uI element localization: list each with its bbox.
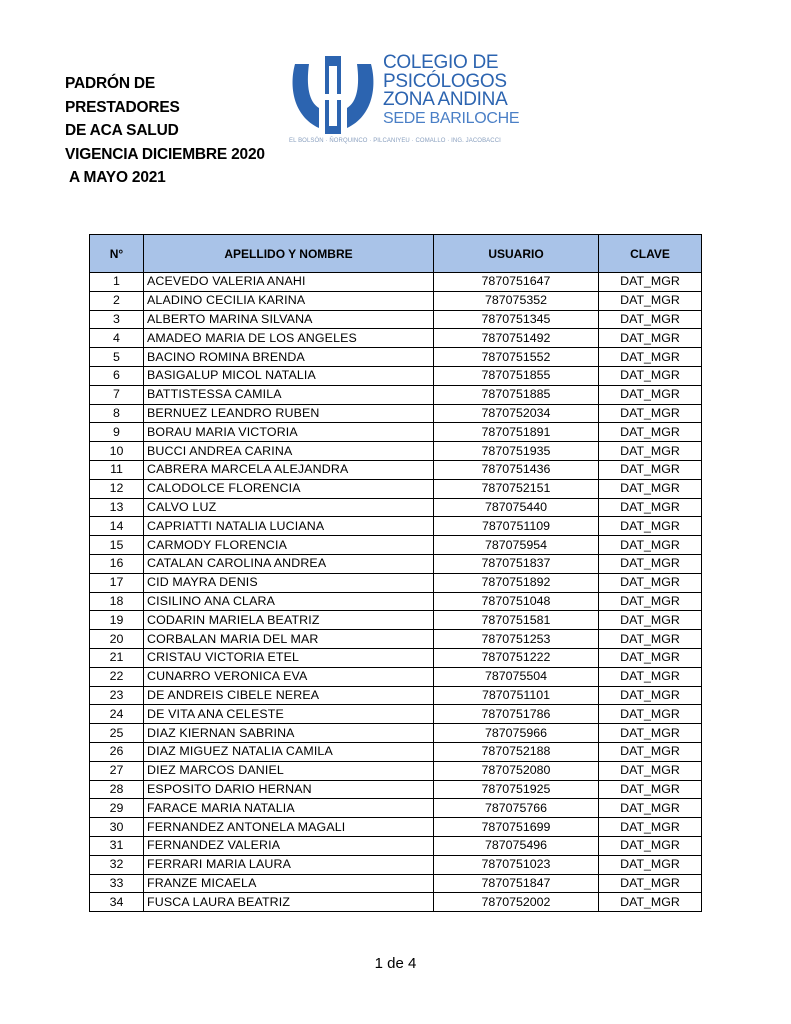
title-line: PADRÓN DE bbox=[65, 75, 156, 92]
table-row bbox=[90, 761, 702, 780]
row-password: DAT_MGR bbox=[599, 780, 702, 799]
row-password: DAT_MGR bbox=[599, 423, 702, 442]
row-name: CATALAN CAROLINA ANDREA bbox=[144, 554, 434, 573]
row-password: DAT_MGR bbox=[599, 724, 702, 743]
title-line: VIGENCIA DICIEMBRE 2020 bbox=[65, 145, 265, 163]
row-name: ACEVEDO VALERIA ANAHI bbox=[144, 273, 434, 292]
row-number: 19 bbox=[90, 611, 144, 630]
row-password: DAT_MGR bbox=[599, 498, 702, 517]
row-name: ALBERTO MARINA SILVANA bbox=[144, 310, 434, 329]
table-row bbox=[90, 329, 702, 348]
row-name: AMADEO MARIA DE LOS ANGELES bbox=[144, 329, 434, 348]
org-line: COLEGIO DE bbox=[383, 52, 499, 73]
row-number: 17 bbox=[90, 573, 144, 592]
row-name: DIAZ MIGUEZ NATALIA CAMILA bbox=[144, 742, 434, 761]
row-user: 7870751436 bbox=[434, 460, 599, 479]
row-password: DAT_MGR bbox=[599, 648, 702, 667]
row-number: 34 bbox=[90, 893, 144, 912]
table-row bbox=[90, 855, 702, 874]
row-number: 9 bbox=[90, 423, 144, 442]
row-name: DIAZ KIERNAN SABRINA bbox=[144, 724, 434, 743]
row-number: 25 bbox=[90, 724, 144, 743]
table-row bbox=[90, 742, 702, 761]
row-number: 22 bbox=[90, 667, 144, 686]
row-number: 28 bbox=[90, 780, 144, 799]
row-password: DAT_MGR bbox=[599, 667, 702, 686]
row-user: 7870751253 bbox=[434, 630, 599, 649]
row-user: 787075352 bbox=[434, 291, 599, 310]
row-user: 7870751892 bbox=[434, 573, 599, 592]
row-user: 7870751023 bbox=[434, 855, 599, 874]
title-line: DE ACA SALUD bbox=[65, 122, 179, 139]
logo-towns: EL BOLSÓN · ÑORQUINCO · PILCANIYEU · COMALLO · ING. JACOBACCI bbox=[289, 138, 501, 144]
row-password: DAT_MGR bbox=[599, 291, 702, 310]
row-password: DAT_MGR bbox=[599, 630, 702, 649]
row-name: ALADINO CECILIA KARINA bbox=[144, 291, 434, 310]
row-name: FARACE MARIA NATALIA bbox=[144, 799, 434, 818]
row-number: 29 bbox=[90, 799, 144, 818]
table-row bbox=[90, 573, 702, 592]
table-row bbox=[90, 893, 702, 912]
row-password: DAT_MGR bbox=[599, 799, 702, 818]
row-password: DAT_MGR bbox=[599, 517, 702, 536]
row-name: CRISTAU VICTORIA ETEL bbox=[144, 648, 434, 667]
row-number: 26 bbox=[90, 742, 144, 761]
row-user: 7870751222 bbox=[434, 648, 599, 667]
row-number: 4 bbox=[90, 329, 144, 348]
column-header-user: USUARIO bbox=[434, 235, 599, 273]
row-password: DAT_MGR bbox=[599, 836, 702, 855]
row-name: FERNANDEZ VALERIA bbox=[144, 836, 434, 855]
table-row bbox=[90, 554, 702, 573]
row-password: DAT_MGR bbox=[599, 329, 702, 348]
row-password: DAT_MGR bbox=[599, 366, 702, 385]
row-user: 7870751855 bbox=[434, 366, 599, 385]
row-user: 7870751699 bbox=[434, 818, 599, 837]
row-name: CID MAYRA DENIS bbox=[144, 573, 434, 592]
row-name: FERRARI MARIA LAURA bbox=[144, 855, 434, 874]
row-number: 20 bbox=[90, 630, 144, 649]
org-line: ZONA ANDINA bbox=[383, 89, 508, 110]
table-row bbox=[90, 724, 702, 743]
table-row bbox=[90, 799, 702, 818]
org-name bbox=[383, 54, 519, 128]
row-name: CALVO LUZ bbox=[144, 498, 434, 517]
column-header-password: CLAVE bbox=[599, 235, 702, 273]
row-number: 7 bbox=[90, 385, 144, 404]
row-number: 11 bbox=[90, 460, 144, 479]
title-line: A MAYO 2021 bbox=[69, 169, 166, 186]
row-password: DAT_MGR bbox=[599, 404, 702, 423]
row-password: DAT_MGR bbox=[599, 479, 702, 498]
row-number: 15 bbox=[90, 536, 144, 555]
row-number: 21 bbox=[90, 648, 144, 667]
row-user: 7870751885 bbox=[434, 385, 599, 404]
providers-table bbox=[89, 234, 702, 912]
row-name: BERNUEZ LEANDRO RUBEN bbox=[144, 404, 434, 423]
table-row bbox=[90, 366, 702, 385]
table-row bbox=[90, 479, 702, 498]
row-user: 7870751847 bbox=[434, 874, 599, 893]
table-row bbox=[90, 348, 702, 367]
row-user: 7870751101 bbox=[434, 686, 599, 705]
row-user: 7870752002 bbox=[434, 893, 599, 912]
row-name: BACINO ROMINA BRENDA bbox=[144, 348, 434, 367]
row-user: 7870752151 bbox=[434, 479, 599, 498]
row-name: CISILINO ANA CLARA bbox=[144, 592, 434, 611]
table-row bbox=[90, 460, 702, 479]
row-name: CORBALAN MARIA DEL MAR bbox=[144, 630, 434, 649]
row-name: FRANZE MICAELA bbox=[144, 874, 434, 893]
row-user: 7870751647 bbox=[434, 273, 599, 292]
row-user: 787075440 bbox=[434, 498, 599, 517]
row-name: DIEZ MARCOS DANIEL bbox=[144, 761, 434, 780]
row-user: 7870752034 bbox=[434, 404, 599, 423]
row-password: DAT_MGR bbox=[599, 855, 702, 874]
row-number: 13 bbox=[90, 498, 144, 517]
row-password: DAT_MGR bbox=[599, 385, 702, 404]
row-user: 787075766 bbox=[434, 799, 599, 818]
row-password: DAT_MGR bbox=[599, 348, 702, 367]
table-row bbox=[90, 423, 702, 442]
row-user: 787075954 bbox=[434, 536, 599, 555]
row-number: 2 bbox=[90, 291, 144, 310]
row-name: DE ANDREIS CIBELE NEREA bbox=[144, 686, 434, 705]
row-number: 31 bbox=[90, 836, 144, 855]
table-row bbox=[90, 310, 702, 329]
row-user: 7870751048 bbox=[434, 592, 599, 611]
row-password: DAT_MGR bbox=[599, 742, 702, 761]
row-password: DAT_MGR bbox=[599, 611, 702, 630]
table-row bbox=[90, 667, 702, 686]
row-name: FERNANDEZ ANTONELA MAGALI bbox=[144, 818, 434, 837]
row-number: 18 bbox=[90, 592, 144, 611]
table-row bbox=[90, 686, 702, 705]
row-name: BUCCI ANDREA CARINA bbox=[144, 442, 434, 461]
table-row bbox=[90, 291, 702, 310]
row-name: CALODOLCE FLORENCIA bbox=[144, 479, 434, 498]
row-password: DAT_MGR bbox=[599, 442, 702, 461]
table-row bbox=[90, 592, 702, 611]
row-user: 7870751492 bbox=[434, 329, 599, 348]
table-row bbox=[90, 442, 702, 461]
row-password: DAT_MGR bbox=[599, 874, 702, 893]
row-user: 7870751552 bbox=[434, 348, 599, 367]
row-password: DAT_MGR bbox=[599, 705, 702, 724]
row-password: DAT_MGR bbox=[599, 460, 702, 479]
table-row bbox=[90, 818, 702, 837]
table-row bbox=[90, 780, 702, 799]
row-name: BATTISTESSA CAMILA bbox=[144, 385, 434, 404]
row-user: 787075496 bbox=[434, 836, 599, 855]
column-header-number: N° bbox=[90, 235, 144, 273]
document-title bbox=[65, 72, 305, 190]
row-user: 7870751581 bbox=[434, 611, 599, 630]
row-password: DAT_MGR bbox=[599, 761, 702, 780]
row-password: DAT_MGR bbox=[599, 686, 702, 705]
table-row bbox=[90, 536, 702, 555]
row-user: 7870752188 bbox=[434, 742, 599, 761]
row-password: DAT_MGR bbox=[599, 893, 702, 912]
row-password: DAT_MGR bbox=[599, 818, 702, 837]
table-row bbox=[90, 385, 702, 404]
row-user: 7870751891 bbox=[434, 423, 599, 442]
org-line: SEDE BARILOCHE bbox=[383, 109, 520, 127]
row-number: 6 bbox=[90, 366, 144, 385]
table-row bbox=[90, 611, 702, 630]
row-number: 23 bbox=[90, 686, 144, 705]
row-number: 8 bbox=[90, 404, 144, 423]
row-name: CODARIN MARIELA BEATRIZ bbox=[144, 611, 434, 630]
row-name: BASIGALUP MICOL NATALIA bbox=[144, 366, 434, 385]
row-number: 5 bbox=[90, 348, 144, 367]
row-name: ESPOSITO DARIO HERNAN bbox=[144, 780, 434, 799]
row-user: 7870751925 bbox=[434, 780, 599, 799]
row-name: CUNARRO VERONICA EVA bbox=[144, 667, 434, 686]
org-line: PSICÓLOGOS bbox=[383, 70, 507, 92]
row-user: 787075504 bbox=[434, 667, 599, 686]
colegio-logo bbox=[289, 54, 519, 154]
table-row bbox=[90, 517, 702, 536]
row-password: DAT_MGR bbox=[599, 573, 702, 592]
row-number: 12 bbox=[90, 479, 144, 498]
table-row bbox=[90, 273, 702, 292]
row-user: 7870751786 bbox=[434, 705, 599, 724]
row-password: DAT_MGR bbox=[599, 273, 702, 292]
row-user: 7870751109 bbox=[434, 517, 599, 536]
row-number: 3 bbox=[90, 310, 144, 329]
row-number: 30 bbox=[90, 818, 144, 837]
row-password: DAT_MGR bbox=[599, 592, 702, 611]
psi-logo-icon bbox=[289, 56, 377, 134]
page-number: 1 de 4 bbox=[374, 955, 417, 972]
table-row bbox=[90, 705, 702, 724]
table-row bbox=[90, 498, 702, 517]
table-header-row bbox=[90, 235, 702, 273]
row-user: 7870751837 bbox=[434, 554, 599, 573]
row-name: DE VITA ANA CELESTE bbox=[144, 705, 434, 724]
table-row bbox=[90, 404, 702, 423]
row-number: 32 bbox=[90, 855, 144, 874]
row-user: 7870751935 bbox=[434, 442, 599, 461]
row-name: FUSCA LAURA BEATRIZ bbox=[144, 893, 434, 912]
row-number: 10 bbox=[90, 442, 144, 461]
title-line: PRESTADORES bbox=[65, 98, 180, 116]
row-password: DAT_MGR bbox=[599, 310, 702, 329]
row-password: DAT_MGR bbox=[599, 554, 702, 573]
row-number: 24 bbox=[90, 705, 144, 724]
row-user: 7870751345 bbox=[434, 310, 599, 329]
table-row bbox=[90, 836, 702, 855]
row-name: CARMODY FLORENCIA bbox=[144, 536, 434, 555]
row-name: BORAU MARIA VICTORIA bbox=[144, 423, 434, 442]
row-user: 787075966 bbox=[434, 724, 599, 743]
table-row bbox=[90, 874, 702, 893]
row-name: CAPRIATTI NATALIA LUCIANA bbox=[144, 517, 434, 536]
table-row bbox=[90, 648, 702, 667]
row-number: 14 bbox=[90, 517, 144, 536]
row-number: 1 bbox=[90, 273, 144, 292]
row-name: CABRERA MARCELA ALEJANDRA bbox=[144, 460, 434, 479]
column-header-name: APELLIDO Y NOMBRE bbox=[144, 235, 434, 273]
row-number: 16 bbox=[90, 554, 144, 573]
row-password: DAT_MGR bbox=[599, 536, 702, 555]
table-row bbox=[90, 630, 702, 649]
table-body bbox=[90, 273, 702, 912]
row-user: 7870752080 bbox=[434, 761, 599, 780]
row-number: 33 bbox=[90, 874, 144, 893]
row-number: 27 bbox=[90, 761, 144, 780]
